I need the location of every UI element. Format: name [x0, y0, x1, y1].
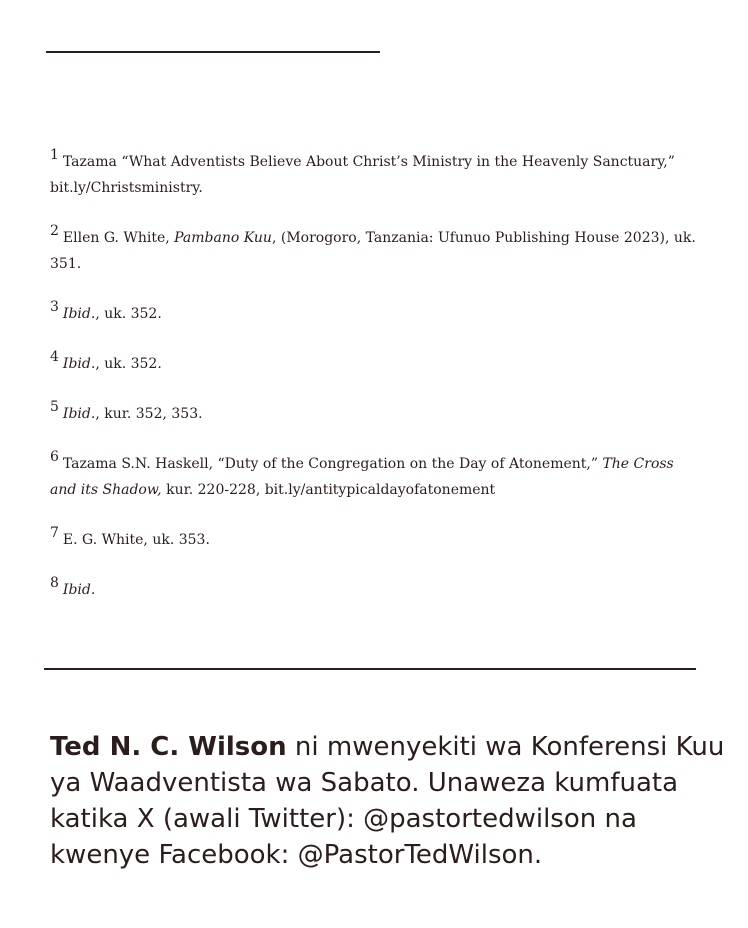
footnote-text-end: , uk. 352. — [95, 306, 162, 322]
footnote-text: Tazama “What Adventists Believe About Christ’s Ministry in the Heavenly Sanctuary,” bit.ly/Christsministry. — [50, 154, 675, 196]
footnote-text: Tazama S.N. Haskell, “Duty of the Congregation on the Day of Atonement,” — [62, 456, 603, 472]
footnote-number: 5 — [50, 399, 59, 415]
footnote-5 — [50, 401, 700, 427]
footnote-3 — [50, 301, 700, 327]
footnote-text: Ellen G. White, — [62, 230, 175, 246]
footnote-8 — [50, 577, 700, 603]
author-bio — [50, 729, 730, 873]
footnote-number: 4 — [50, 349, 59, 365]
footnote-number: 7 — [50, 525, 59, 541]
footnotes-list — [50, 149, 700, 627]
author-bio-text: ni mwenyekiti wa Konferensi Kuu ya Waadventista wa Sabato. Unaweza kumfuata katika X (awali Twitter): @pastortedwilson na kwenye Facebook: @PastorTedWilson. — [50, 732, 725, 870]
footnote-title: Ibid. — [62, 356, 96, 372]
footnote-6 — [50, 451, 700, 503]
footnote-4 — [50, 351, 700, 377]
author-name: Ted N. C. Wilson — [50, 732, 287, 762]
footnote-number: 6 — [50, 449, 59, 465]
footnote-title: The Cross and its Shadow, — [50, 456, 674, 498]
footnote-title: Ibid. — [62, 406, 96, 422]
footnote-title: Pambano Kuu — [174, 230, 272, 246]
footnote-number: 8 — [50, 575, 59, 591]
footnote-text-end: kur. 220-228, bit.ly/antitypicaldayofatonement — [161, 482, 496, 498]
footnote-text-end: , kur. 352, 353. — [95, 406, 203, 422]
footnote-text-end: , uk. 352. — [95, 356, 162, 372]
footnote-2 — [50, 225, 700, 277]
footnote-number: 2 — [50, 223, 59, 239]
footnotes-top-divider — [46, 51, 380, 53]
footnote-number: 1 — [50, 147, 59, 163]
footnote-number: 3 — [50, 299, 59, 315]
footnote-1 — [50, 149, 700, 201]
footnote-text: E. G. White, uk. 353. — [62, 532, 210, 548]
footnote-title: Ibid. — [62, 306, 96, 322]
footnote-title: Ibid. — [62, 582, 96, 598]
footnote-7 — [50, 527, 700, 553]
footnote-text-end: , (Morogoro, Tanzania: Ufunuo Publishing House 2023), uk. 351. — [50, 230, 696, 272]
bio-divider — [44, 668, 696, 670]
